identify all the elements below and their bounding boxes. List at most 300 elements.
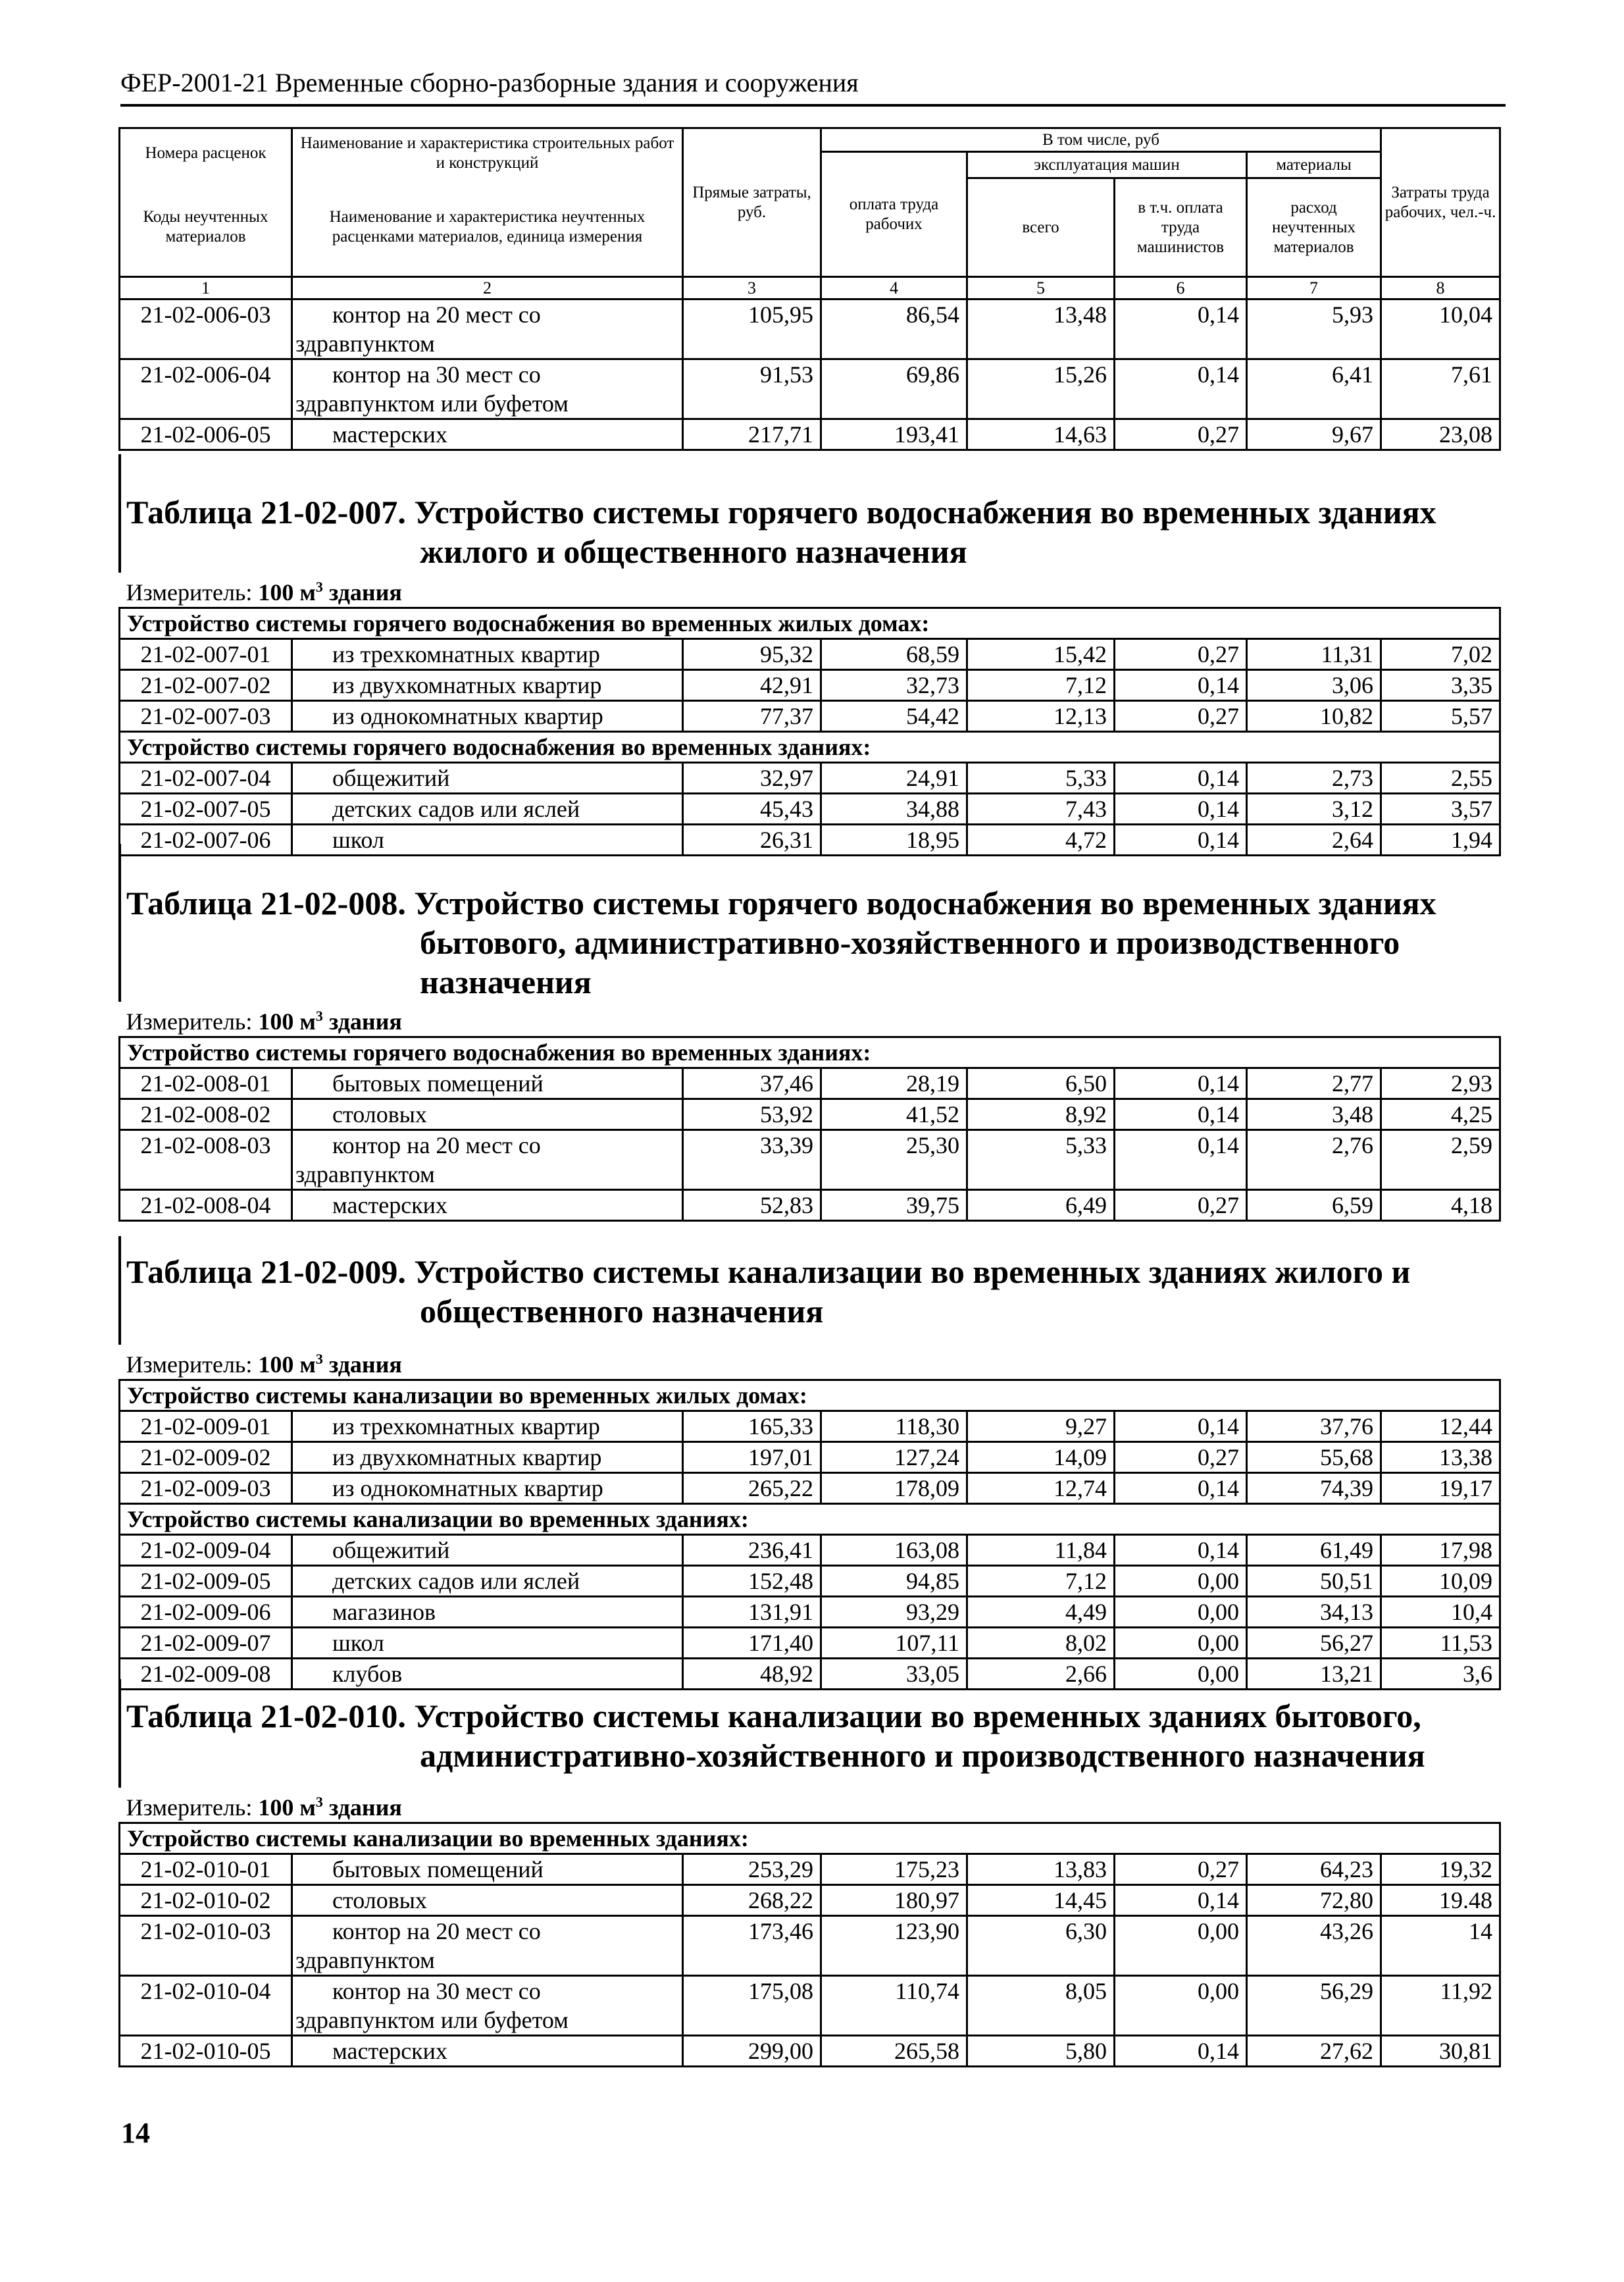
measure-exponent: 3 (315, 1351, 323, 1367)
work-name-line: здравпунктом или буфетом (295, 2007, 569, 2033)
table-row (120, 1099, 1500, 1130)
table-row (120, 701, 1500, 732)
direct-costs: 131,91 (683, 1597, 821, 1628)
work-name (292, 1597, 683, 1628)
table-row (120, 1130, 1500, 1190)
direct-costs: 253,29 (683, 1854, 821, 1885)
labor-hours: 13,38 (1381, 1442, 1500, 1473)
work-name (292, 1442, 683, 1473)
labor-hours: 5,57 (1381, 701, 1500, 732)
operator-pay: 0,14 (1115, 359, 1247, 419)
header-worker-pay: оплата труда рабочих (821, 152, 967, 277)
labor-hours: 3,35 (1381, 670, 1500, 701)
work-name-line: контор на 30 мест со (332, 1978, 541, 2004)
rate-code: 21-02-006-04 (120, 359, 292, 419)
table-row (120, 1535, 1500, 1566)
rate-code: 21-02-007-05 (120, 794, 292, 825)
rate-code: 21-02-009-06 (120, 1597, 292, 1628)
table-row (120, 299, 1500, 359)
operator-pay: 0,27 (1115, 639, 1247, 670)
measure-label: Измеритель: (126, 1794, 259, 1821)
worker-pay: 69,86 (821, 359, 967, 419)
materials: 6,41 (1247, 359, 1381, 419)
work-name (292, 639, 683, 670)
materials: 3,48 (1247, 1099, 1381, 1130)
materials: 55,68 (1247, 1442, 1381, 1473)
direct-costs: 77,37 (683, 701, 821, 732)
worker-pay: 123,90 (821, 1916, 967, 1976)
operator-pay: 0,00 (1115, 1566, 1247, 1597)
direct-costs: 91,53 (683, 359, 821, 419)
machine-total: 8,92 (967, 1099, 1115, 1130)
materials: 37,76 (1247, 1411, 1381, 1442)
work-name-line: мастерских (332, 421, 447, 448)
materials: 3,12 (1247, 794, 1381, 825)
work-name (292, 419, 683, 450)
work-name (292, 1976, 683, 2036)
column-number: 5 (967, 277, 1115, 299)
table-row (120, 1854, 1500, 1885)
direct-costs: 42,91 (683, 670, 821, 701)
work-name (292, 1473, 683, 1504)
direct-costs: 165,33 (683, 1411, 821, 1442)
operator-pay: 0,00 (1115, 1976, 1247, 2036)
operator-pay: 0,27 (1115, 701, 1247, 732)
labor-hours: 4,25 (1381, 1099, 1500, 1130)
materials: 34,13 (1247, 1597, 1381, 1628)
header-including: В том числе, руб (821, 128, 1381, 152)
rate-code: 21-02-009-03 (120, 1473, 292, 1504)
machine-total: 7,43 (967, 794, 1115, 825)
worker-pay: 28,19 (821, 1068, 967, 1099)
table-21-02-010 (118, 1788, 1501, 2067)
work-name-line: здравпунктом (295, 1161, 435, 1187)
materials: 72,80 (1247, 1885, 1381, 1916)
machine-total: 14,09 (967, 1442, 1115, 1473)
measure-unit-text: здания (322, 1794, 402, 1821)
worker-pay: 110,74 (821, 1976, 967, 2036)
table-title-line: административно-хозяйственного и производственного назначения (420, 1737, 1425, 1774)
rate-code: 21-02-007-04 (120, 763, 292, 794)
measure-unit (120, 1002, 1500, 1037)
machine-total: 5,33 (967, 763, 1115, 794)
table-21-02-007 (118, 573, 1501, 856)
work-name-line: здравпунктом или буфетом (295, 390, 569, 417)
operator-pay: 0,14 (1115, 763, 1247, 794)
rate-code: 21-02-009-07 (120, 1628, 292, 1659)
direct-costs: 95,32 (683, 639, 821, 670)
work-name-line: школ (332, 1630, 384, 1656)
section-subheader: Устройство системы канализации во временных зданиях: (120, 1823, 1500, 1854)
rate-code: 21-02-010-02 (120, 1885, 292, 1916)
labor-hours: 11,53 (1381, 1628, 1500, 1659)
machine-total: 7,12 (967, 1566, 1115, 1597)
machine-total: 14,63 (967, 419, 1115, 450)
measure-value (258, 1351, 402, 1378)
measure-number: 100 м (258, 579, 316, 606)
materials: 5,93 (1247, 299, 1381, 359)
header-machine-exploitation: эксплуатация машин (967, 152, 1247, 178)
worker-pay: 175,23 (821, 1854, 967, 1885)
column-number: 6 (1115, 277, 1247, 299)
worker-pay: 93,29 (821, 1597, 967, 1628)
materials: 43,26 (1247, 1916, 1381, 1976)
rate-code: 21-02-008-03 (120, 1130, 292, 1190)
work-name-line: бытовых помещений (332, 1070, 544, 1097)
work-name (292, 1535, 683, 1566)
worker-pay: 107,11 (821, 1628, 967, 1659)
direct-costs: 33,39 (683, 1130, 821, 1190)
table-row (120, 1916, 1500, 1976)
table-title-line: Таблица 21-02-007. Устройство системы горячего водоснабжения во временных зданиях (126, 494, 1436, 531)
table-row (120, 1566, 1500, 1597)
machine-total: 8,05 (967, 1976, 1115, 2036)
worker-pay: 32,73 (821, 670, 967, 701)
materials: 6,59 (1247, 1190, 1381, 1221)
machine-total: 9,27 (967, 1411, 1115, 1442)
machine-total: 14,45 (967, 1885, 1115, 1916)
labor-hours: 10,04 (1381, 299, 1500, 359)
direct-costs: 32,97 (683, 763, 821, 794)
worker-pay: 193,41 (821, 419, 967, 450)
direct-costs: 45,43 (683, 794, 821, 825)
column-number: 2 (292, 277, 683, 299)
direct-costs: 171,40 (683, 1628, 821, 1659)
labor-hours: 19.48 (1381, 1885, 1500, 1916)
worker-pay: 33,05 (821, 1659, 967, 1690)
header-labor-hours: Затраты труда рабочих, чел.-ч. (1381, 128, 1500, 277)
direct-costs: 26,31 (683, 825, 821, 856)
worker-pay: 25,30 (821, 1130, 967, 1190)
work-name (292, 1566, 683, 1597)
measure-number: 100 м (258, 1351, 316, 1378)
labor-hours: 17,98 (1381, 1535, 1500, 1566)
machine-total: 13,48 (967, 299, 1115, 359)
rate-code: 21-02-010-05 (120, 2036, 292, 2067)
work-name-line: магазинов (332, 1599, 436, 1625)
measure-number: 100 м (258, 1008, 316, 1035)
measure-value (258, 579, 402, 606)
labor-hours: 2,93 (1381, 1068, 1500, 1099)
work-name-line: столовых (332, 1887, 427, 1913)
work-name-line: из трехкомнатных квартир (332, 1413, 600, 1439)
worker-pay: 118,30 (821, 1411, 967, 1442)
section-subheader: Устройство системы канализации во временных жилых домах: (120, 1380, 1500, 1411)
work-name (292, 1628, 683, 1659)
rate-code: 21-02-009-02 (120, 1442, 292, 1473)
direct-costs: 268,22 (683, 1885, 821, 1916)
materials: 56,27 (1247, 1628, 1381, 1659)
work-name-line: из однокомнатных квартир (332, 1475, 603, 1501)
work-name-line: мастерских (332, 1192, 447, 1218)
work-name-line: здравпунктом (295, 330, 435, 357)
labor-hours: 14 (1381, 1916, 1500, 1976)
work-name (292, 1130, 683, 1190)
table-title-21-02-007 (118, 454, 1507, 573)
measure-exponent: 3 (315, 1794, 323, 1810)
machine-total: 15,42 (967, 639, 1115, 670)
direct-costs: 173,46 (683, 1916, 821, 1976)
operator-pay: 0,00 (1115, 1916, 1247, 1976)
header-name-bottom: Наименование и характеристика неучтенных расценками материалов, единица измерения (292, 178, 683, 277)
rate-code: 21-02-009-04 (120, 1535, 292, 1566)
operator-pay: 0,27 (1115, 1190, 1247, 1221)
table-21-02-009 (118, 1345, 1501, 1690)
direct-costs: 299,00 (683, 2036, 821, 2067)
worker-pay: 34,88 (821, 794, 967, 825)
rate-code: 21-02-010-01 (120, 1854, 292, 1885)
work-name-line: клубов (332, 1661, 403, 1687)
work-name (292, 1854, 683, 1885)
labor-hours: 10,4 (1381, 1597, 1500, 1628)
labor-hours: 3,6 (1381, 1659, 1500, 1690)
machine-total: 2,66 (967, 1659, 1115, 1690)
labor-hours: 12,44 (1381, 1411, 1500, 1442)
machine-total: 12,74 (967, 1473, 1115, 1504)
table-title-21-02-010 (118, 1679, 1507, 1788)
table-title-line: общественного назначения (420, 1293, 824, 1330)
labor-hours: 7,61 (1381, 359, 1500, 419)
table-title-line: Таблица 21-02-009. Устройство системы канализации во временных зданиях жилого и (126, 1253, 1411, 1290)
direct-costs: 152,48 (683, 1566, 821, 1597)
worker-pay: 54,42 (821, 701, 967, 732)
work-name (292, 1916, 683, 1976)
measure-label: Измеритель: (126, 1008, 259, 1035)
column-number: 1 (120, 277, 292, 299)
table-row (120, 639, 1500, 670)
operator-pay: 0,14 (1115, 1535, 1247, 1566)
direct-costs: 217,71 (683, 419, 821, 450)
work-name (292, 670, 683, 701)
direct-costs: 37,46 (683, 1068, 821, 1099)
operator-pay: 0,00 (1115, 1628, 1247, 1659)
table-title-21-02-008 (118, 844, 1507, 1002)
section-subheader: Устройство системы горячего водоснабжения во временных зданиях: (120, 1037, 1500, 1068)
work-name (292, 1411, 683, 1442)
operator-pay: 0,14 (1115, 1473, 1247, 1504)
work-name-line: здравпунктом (295, 1947, 435, 1973)
machine-total: 6,50 (967, 1068, 1115, 1099)
labor-hours: 4,18 (1381, 1190, 1500, 1221)
labor-hours: 2,59 (1381, 1130, 1500, 1190)
measure-unit (120, 1788, 1500, 1823)
machine-total: 5,33 (967, 1130, 1115, 1190)
measure-label: Измеритель: (126, 1351, 259, 1378)
header-codes-bottom: Коды неучтенных материалов (120, 178, 292, 277)
direct-costs: 53,92 (683, 1099, 821, 1130)
labor-hours: 23,08 (1381, 419, 1500, 450)
section-subheader: Устройство системы горячего водоснабжения во временных жилых домах: (120, 608, 1500, 639)
measure-value (258, 1008, 402, 1035)
worker-pay: 18,95 (821, 825, 967, 856)
rate-code: 21-02-010-03 (120, 1916, 292, 1976)
rate-code: 21-02-007-01 (120, 639, 292, 670)
worker-pay: 39,75 (821, 1190, 967, 1221)
table-row (120, 1628, 1500, 1659)
work-name-line: детских садов или яслей (332, 1568, 580, 1594)
work-name-line: общежитий (332, 765, 450, 791)
table-row (120, 2036, 1500, 2067)
table-title-21-02-009 (118, 1236, 1507, 1345)
operator-pay: 0,27 (1115, 1442, 1247, 1473)
work-name-line: из двухкомнатных квартир (332, 672, 602, 698)
work-name-line: из двухкомнатных квартир (332, 1444, 602, 1470)
table-row (120, 1411, 1500, 1442)
machine-total: 7,12 (967, 670, 1115, 701)
page-number: 14 (121, 2117, 150, 2149)
machine-total: 5,80 (967, 2036, 1115, 2067)
work-name (292, 359, 683, 419)
rate-code: 21-02-008-02 (120, 1099, 292, 1130)
work-name-line: бытовых помещений (332, 1856, 544, 1882)
operator-pay: 0,14 (1115, 825, 1247, 856)
column-number: 8 (1381, 277, 1500, 299)
operator-pay: 0,14 (1115, 299, 1247, 359)
header-name-top: Наименование и характеристика строительных работ и конструкций (292, 128, 683, 178)
table-row (120, 1190, 1500, 1221)
header-direct-costs: Прямые затраты, руб. (683, 128, 821, 277)
table-row (120, 1442, 1500, 1473)
table-21-02-006 (118, 127, 1501, 451)
measure-unit-text: здания (322, 579, 402, 606)
table-row (120, 763, 1500, 794)
rate-code: 21-02-009-08 (120, 1659, 292, 1690)
work-name-line: общежитий (332, 1537, 450, 1563)
work-name (292, 299, 683, 359)
labor-hours: 19,32 (1381, 1854, 1500, 1885)
operator-pay: 0,14 (1115, 1099, 1247, 1130)
work-name (292, 1190, 683, 1221)
work-name-line: школ (332, 827, 384, 853)
materials: 64,23 (1247, 1854, 1381, 1885)
rate-code: 21-02-006-05 (120, 419, 292, 450)
worker-pay: 163,08 (821, 1535, 967, 1566)
machine-total: 4,72 (967, 825, 1115, 856)
measure-unit-text: здания (322, 1351, 402, 1378)
rate-code: 21-02-009-05 (120, 1566, 292, 1597)
rate-code: 21-02-007-06 (120, 825, 292, 856)
materials: 2,64 (1247, 825, 1381, 856)
direct-costs: 175,08 (683, 1976, 821, 2036)
rate-code: 21-02-007-03 (120, 701, 292, 732)
table-row (120, 419, 1500, 450)
materials: 3,06 (1247, 670, 1381, 701)
rate-code: 21-02-009-01 (120, 1411, 292, 1442)
measure-label: Измеритель: (126, 579, 259, 606)
measure-exponent: 3 (315, 1008, 323, 1024)
header-machine-total: всего (967, 178, 1115, 277)
rate-code: 21-02-007-02 (120, 670, 292, 701)
machine-total: 8,02 (967, 1628, 1115, 1659)
operator-pay: 0,14 (1115, 1885, 1247, 1916)
labor-hours: 2,55 (1381, 763, 1500, 794)
header-codes-top: Номера расценок (120, 128, 292, 178)
labor-hours: 19,17 (1381, 1473, 1500, 1504)
materials: 50,51 (1247, 1566, 1381, 1597)
column-number: 4 (821, 277, 967, 299)
table-row (120, 670, 1500, 701)
direct-costs: 52,83 (683, 1190, 821, 1221)
work-name (292, 2036, 683, 2067)
table-row (120, 359, 1500, 419)
work-name (292, 701, 683, 732)
work-name (292, 763, 683, 794)
operator-pay: 0,00 (1115, 1597, 1247, 1628)
operator-pay: 0,00 (1115, 1659, 1247, 1690)
labor-hours: 3,57 (1381, 794, 1500, 825)
materials: 2,77 (1247, 1068, 1381, 1099)
work-name-line: столовых (332, 1101, 427, 1128)
worker-pay: 178,09 (821, 1473, 967, 1504)
table-title-line: Таблица 21-02-008. Устройство системы горячего водоснабжения во временных зданиях (126, 885, 1436, 921)
operator-pay: 0,27 (1115, 419, 1247, 450)
header-material-usage: расход неучтенных материалов (1247, 178, 1381, 277)
operator-pay: 0,14 (1115, 794, 1247, 825)
materials: 61,49 (1247, 1535, 1381, 1566)
table-row (120, 1473, 1500, 1504)
work-name-line: из однокомнатных квартир (332, 703, 603, 729)
work-name (292, 794, 683, 825)
rate-code: 21-02-008-01 (120, 1068, 292, 1099)
worker-pay: 180,97 (821, 1885, 967, 1916)
labor-hours: 1,94 (1381, 825, 1500, 856)
measure-exponent: 3 (315, 579, 323, 595)
work-name (292, 1885, 683, 1916)
materials: 10,82 (1247, 701, 1381, 732)
direct-costs: 197,01 (683, 1442, 821, 1473)
operator-pay: 0,14 (1115, 2036, 1247, 2067)
table-row (120, 1597, 1500, 1628)
operator-pay: 0,14 (1115, 1411, 1247, 1442)
machine-total: 6,49 (967, 1190, 1115, 1221)
measure-unit (120, 1345, 1500, 1380)
work-name-line: из трехкомнатных квартир (332, 641, 600, 667)
worker-pay: 41,52 (821, 1099, 967, 1130)
measure-value (258, 1794, 402, 1821)
materials: 27,62 (1247, 2036, 1381, 2067)
section-subheader: Устройство системы горячего водоснабжения во временных зданиях: (120, 732, 1500, 763)
machine-total: 13,83 (967, 1854, 1115, 1885)
header-materials: материалы (1247, 152, 1381, 178)
machine-total: 11,84 (967, 1535, 1115, 1566)
direct-costs: 265,22 (683, 1473, 821, 1504)
materials: 11,31 (1247, 639, 1381, 670)
work-name-line: контор на 30 мест со (332, 361, 541, 388)
labor-hours: 7,02 (1381, 639, 1500, 670)
materials: 2,73 (1247, 763, 1381, 794)
work-name-line: контор на 20 мест со (332, 301, 541, 328)
table-title-line: жилого и общественного назначения (420, 533, 967, 570)
header-operator-pay: в т.ч. оплата труда машинистов (1115, 178, 1247, 277)
worker-pay: 127,24 (821, 1442, 967, 1473)
operator-pay: 0,14 (1115, 1068, 1247, 1099)
section-subheader: Устройство системы канализации во временных зданиях: (120, 1504, 1500, 1535)
direct-costs: 48,92 (683, 1659, 821, 1690)
measure-unit (120, 573, 1500, 608)
operator-pay: 0,27 (1115, 1854, 1247, 1885)
table-row (120, 1885, 1500, 1916)
table-21-02-008 (118, 1002, 1501, 1222)
rate-code: 21-02-010-04 (120, 1976, 292, 2036)
machine-total: 4,49 (967, 1597, 1115, 1628)
work-name (292, 1068, 683, 1099)
rate-code: 21-02-006-03 (120, 299, 292, 359)
materials: 9,67 (1247, 419, 1381, 450)
materials: 13,21 (1247, 1659, 1381, 1690)
direct-costs: 105,95 (683, 299, 821, 359)
worker-pay: 24,91 (821, 763, 967, 794)
table-row (120, 1068, 1500, 1099)
